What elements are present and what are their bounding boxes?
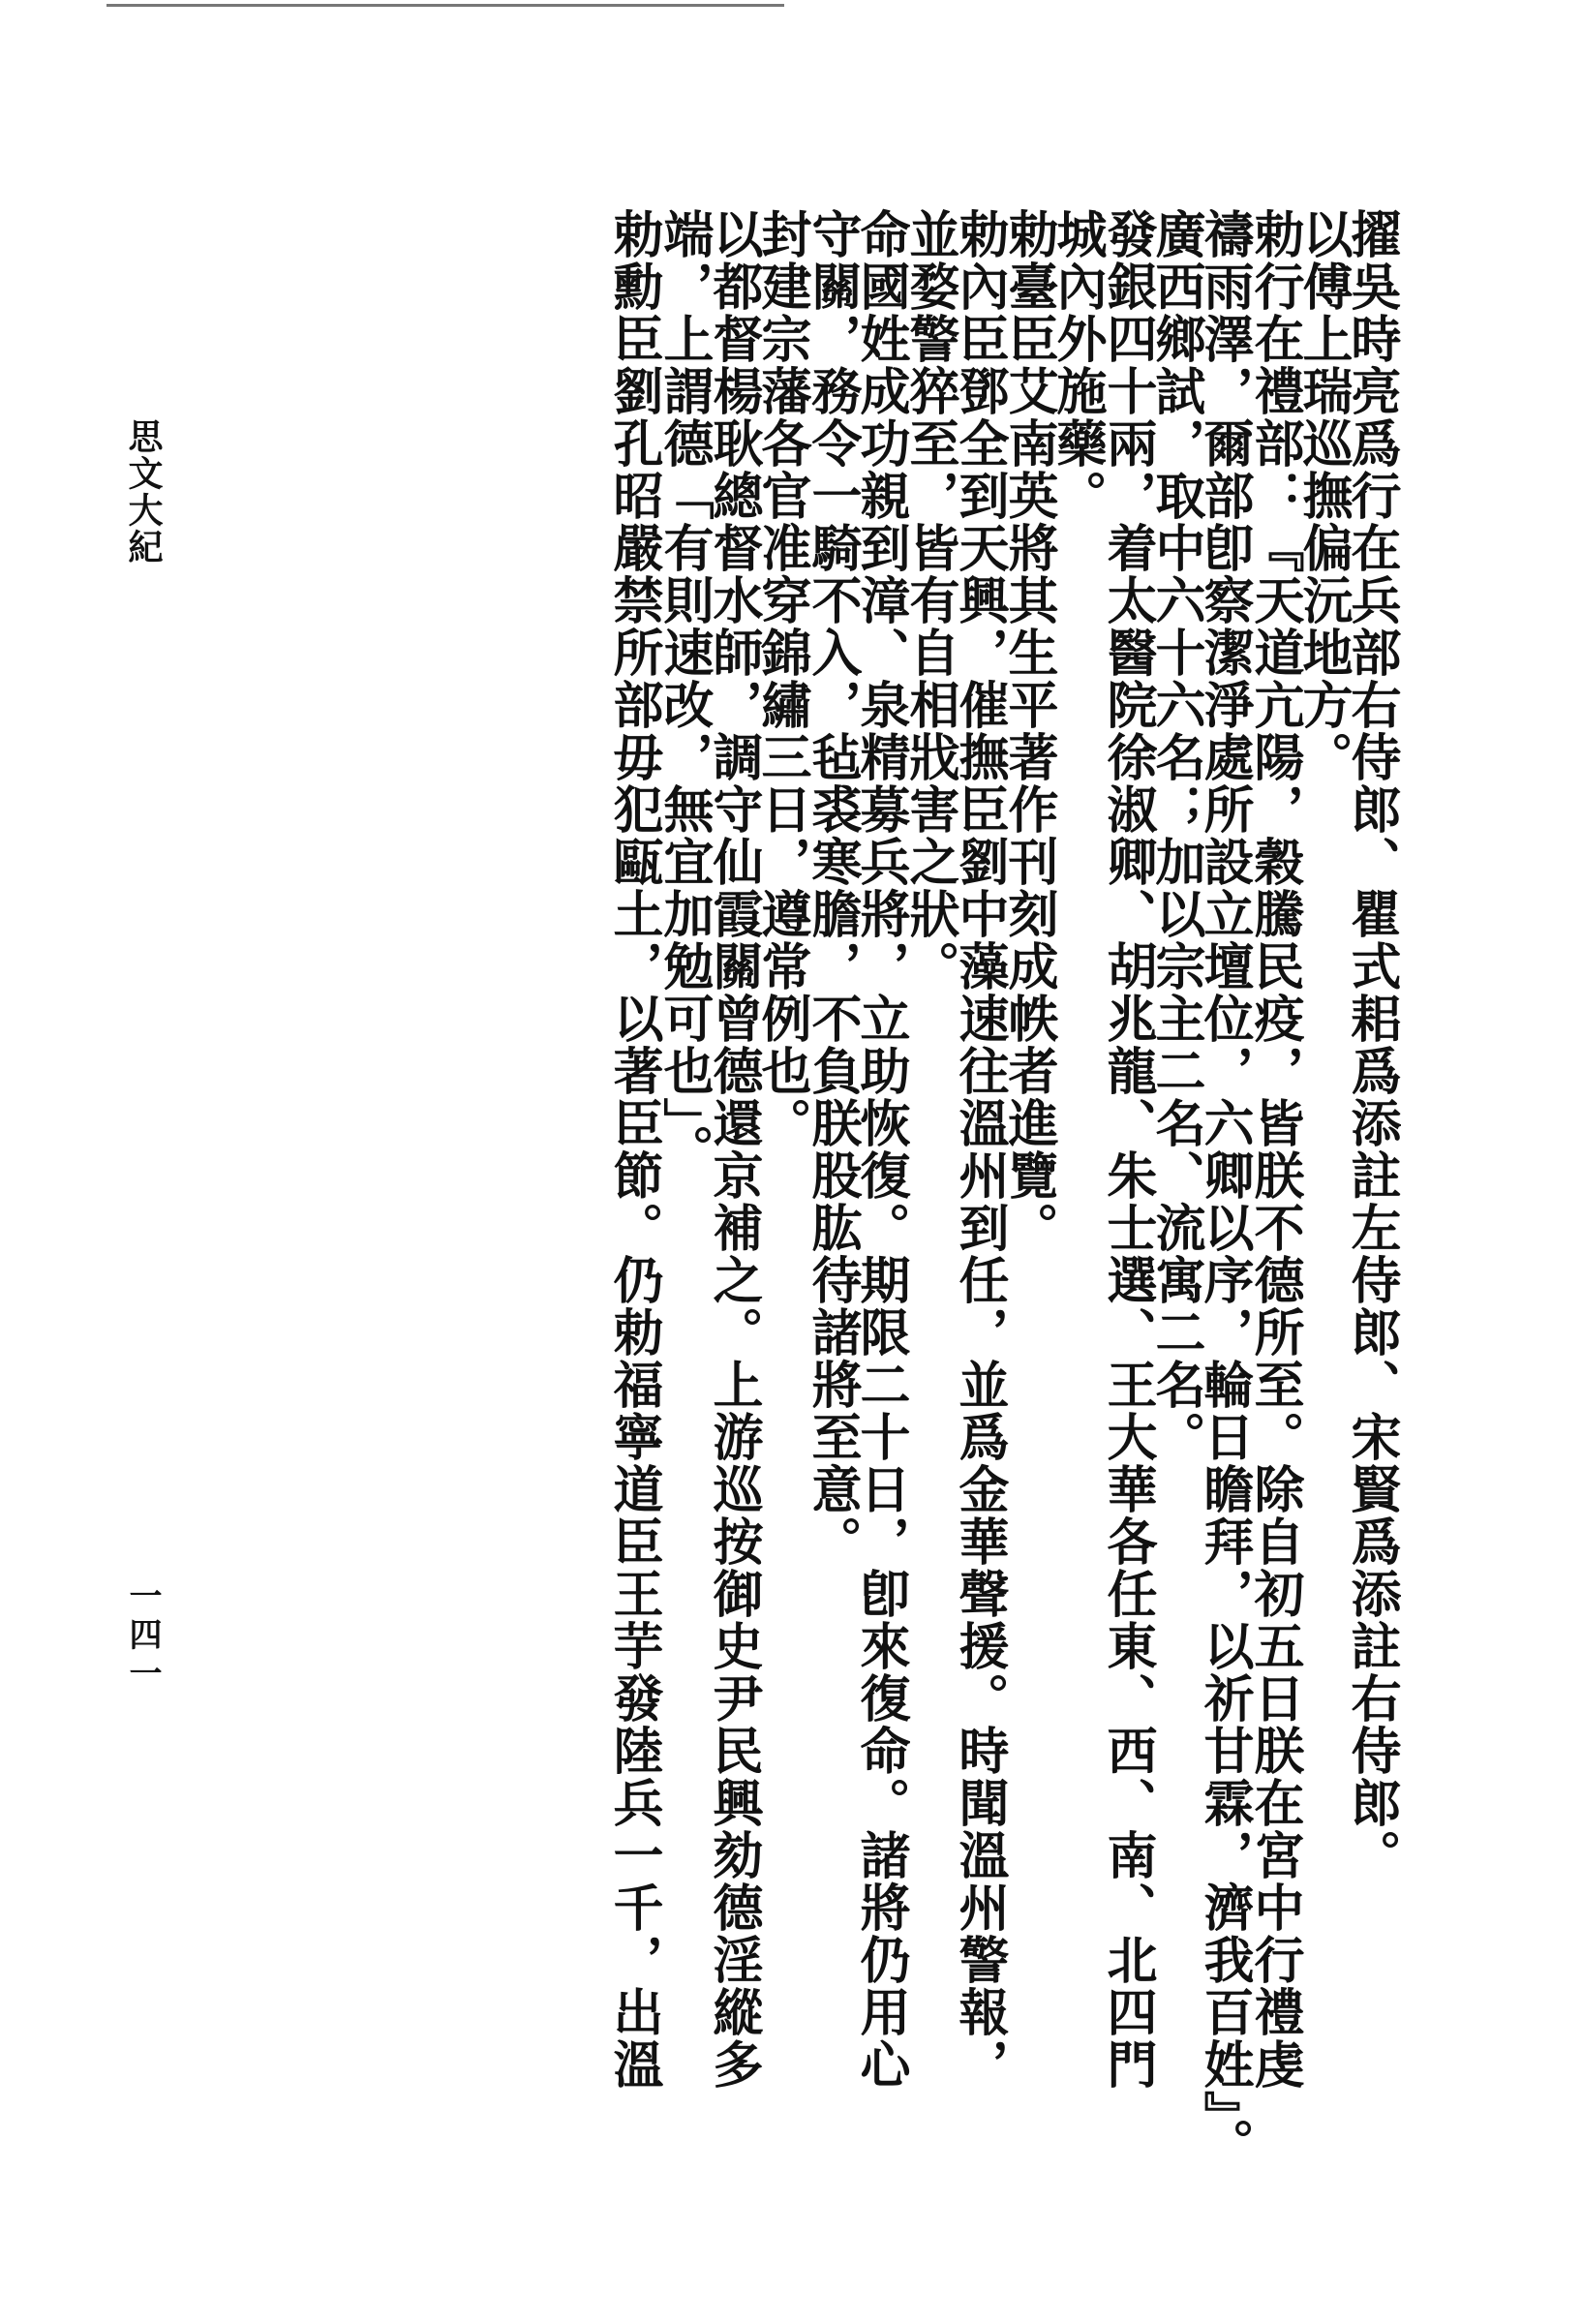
text-column-15: 端，上謂德「有則速改，無宜加勉可也」。 [654,208,714,1177]
text-column-3: 勅行在禮部：『天道亢陽，穀騰民疫，皆朕不德所至。除自初五日朕在宮中行禮虔 [1245,208,1304,2091]
text-column-4: 禱雨澤，爾部卽察潔淨處所設立壇位，六卿以序，輪日瞻拜，以祈甘霖，濟我百姓』。 [1195,208,1254,2170]
text-column-10: 並婺警猝至，皆有自相戕害之狀。 [900,208,959,993]
text-column-5: 廣西鄉試，取中六十六名；加以宗主二名、流寓二名。 [1146,208,1205,1463]
text-column-11: 命國姓成功親到漳、泉精募兵將，立助恢復。期限二十日，卽來復命。諸將仍用心 [851,208,910,2091]
page-number: 一四一 [123,1578,162,1695]
text-column-12: 守關，務令一騎不入，毡裘寒膽，不負朕股肱待諸將至意。 [803,208,862,1568]
text-column-13: 封建宗藩各官准穿錦繡三日，遵常例也。 [752,208,811,1149]
text-column-7: 城內外施藥。 [1048,208,1107,522]
text-column-9: 勅內臣鄧全到天興，催撫臣劉中藻速往溫州到任，並爲金華聲援。時聞溫州警報， [950,208,1009,2091]
text-column-16: 勅勳臣劉孔昭嚴禁所部毋犯甌土，以著臣節。仍勅福寧道臣王芋發陸兵一千，出溫 [604,208,663,2091]
text-column-6: 發銀四十兩，着太醫院徐淑卿、胡兆龍、朱士選、王大華各任東、西、南、北四門 [1098,208,1157,2091]
text-column-2: 以傅上瑞巡撫偏沅地方。 [1293,208,1353,783]
text-column-14: 以都督楊耿總督水師，調守仙霞關曾德還京補之。上游巡按御史尹民興劾德淫縱多 [704,208,763,2091]
running-head: 思文大紀 [123,418,164,566]
text-column-8: 勅臺臣艾南英將其生平著作刊刻成帙者進覽。 [999,208,1058,1254]
text-column-1: 擢吳時亮爲行在兵部右侍郎、瞿式耜爲添註左侍郎、宋賢爲添註右侍郎。 [1342,208,1401,1881]
